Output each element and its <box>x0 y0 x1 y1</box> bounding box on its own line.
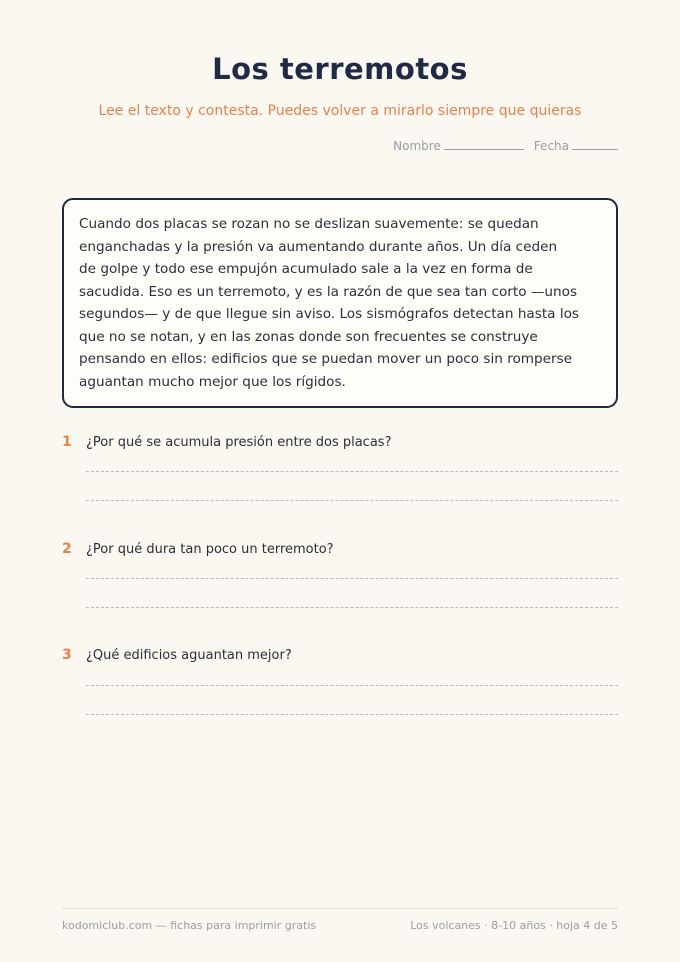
reading-passage <box>62 198 618 408</box>
date-blank[interactable] <box>572 148 618 150</box>
reading-line: enganchadas y la presión va aumentando durante años. Un día ceden <box>79 238 558 255</box>
answer-line[interactable] <box>86 607 618 608</box>
question-2 <box>62 541 618 557</box>
name-blank[interactable] <box>444 148 524 150</box>
reading-line: que no se notan, y en las zonas donde son frecuentes se construye <box>79 328 538 345</box>
instructions: Lee el texto y contesta. Puedes volver a mirarlo siempre que quieras <box>98 103 582 119</box>
page-title: Los terremotos <box>212 52 468 86</box>
question-number: 2 <box>62 541 72 557</box>
footer-sheet-info: Los volcanes · 8-10 años · hoja 4 de 5 <box>410 919 618 932</box>
question-number: 3 <box>62 647 72 663</box>
reading-line: de golpe y todo ese empujón acumulado sale a la vez en forma de <box>79 261 533 277</box>
date-field[interactable] <box>534 139 618 153</box>
footer-divider <box>62 908 618 909</box>
name-label: Nombre <box>393 139 441 153</box>
question-text: ¿Por qué se acumula presión entre dos placas? <box>86 435 392 450</box>
reading-line: segundos— y de que llegue sin aviso. Los sismógrafos detectan hasta los <box>79 306 580 322</box>
answer-line[interactable] <box>86 500 618 501</box>
footer-site-link[interactable]: kodomiclub.com — fichas para imprimir gratis <box>62 919 317 932</box>
question-3 <box>62 647 618 663</box>
question-number: 1 <box>62 434 72 450</box>
reading-line: Cuando dos placas se rozan no se deslizan suavemente: se quedan <box>79 216 539 232</box>
date-label: Fecha <box>533 139 569 153</box>
answer-line[interactable] <box>86 471 618 472</box>
name-field[interactable] <box>393 139 524 153</box>
question-text: ¿Qué edificios aguantan mejor? <box>86 648 292 663</box>
question-1 <box>62 434 618 450</box>
answer-line[interactable] <box>86 578 618 579</box>
reading-line: aguantan mucho mejor que los rígidos. <box>79 373 346 390</box>
reading-line: pensando en ellos: edificios que se puedan mover un poco sin romperse <box>79 351 573 367</box>
answer-line[interactable] <box>86 685 618 686</box>
reading-line: sacudida. Eso es un terremoto, y es la razón de que sea tan corto —unos <box>79 283 578 300</box>
footer <box>62 919 618 932</box>
question-text: ¿Por qué dura tan poco un terremoto? <box>86 542 334 557</box>
answer-line[interactable] <box>86 714 618 715</box>
student-info <box>393 139 618 153</box>
